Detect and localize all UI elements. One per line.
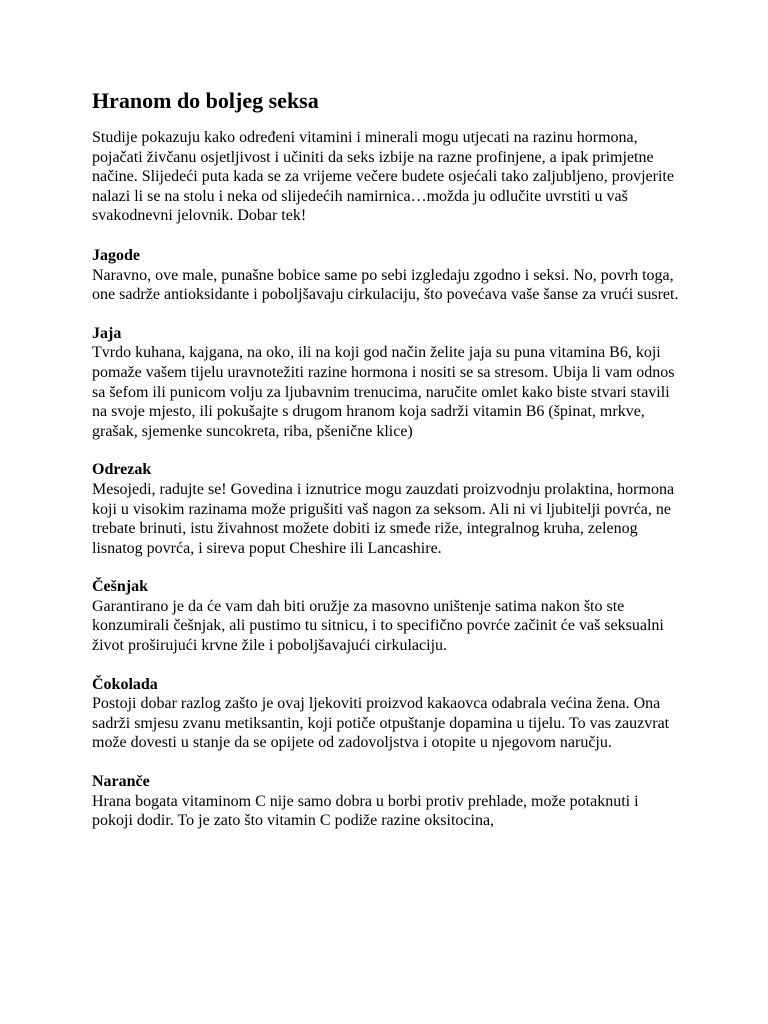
section-body: Tvrdo kuhana, kajgana, na oko, ili na koji god način želite jaja su puna vitamina B6, koji pomaže vašem tijelu uravnotežiti razine hormona i nositi se sa stresom. Ubija li vam odnos sa šefom ili punicom volju za ljubavnim trenucima, naručite omlet kako biste stvari stavili na svoje mjesto, ili pokušajte s drugom hranom koja sadrži vitamin B6 (špinat, mrkve, grašak, sjemenke suncokreta, riba, pšenične klice) xyxy=(92,344,675,440)
section-body: Garantirano je da će vam dah biti oružje za masovno uništenje satima nakon što ste konzumirali češnjak, ali pustimo tu sitnicu, i to specifično povrće začinit će vaš seksualni život proširujući krvne žile i poboljšavajući cirkulaciju. xyxy=(92,597,664,655)
section-body: Naravno, ove male, punašne bobice same po sebi izgledaju zgodno i seksi. No, povrh toga, one sadrže antioksidante i poboljšavaju cirkulaciju, što povećava vaše šanse za vrući susret. xyxy=(92,266,679,304)
section-jagode xyxy=(92,246,682,305)
section-heading: Odrezak xyxy=(92,461,152,479)
section-cokolada xyxy=(92,675,682,753)
document-content xyxy=(92,86,682,850)
section-heading: Češnjak xyxy=(92,578,149,596)
section-body: Mesojedi, radujte se! Govedina i iznutrice mogu zauzdati proizvodnju prolaktina, hormona koji u visokim razinama može prigušiti vaš nagon za seksom. Ali ni vi ljubitelji povrća, ne trebate brinuti, istu živahnost možete dobiti iz smeđe riže, integralnog kruha, zelenog lisnatog povrća, i sireva poput Cheshire ili Lancashire. xyxy=(92,480,675,557)
document-title: Hranom do boljeg seksa xyxy=(92,88,319,113)
section-body: Postoji dobar razlog zašto je ovaj ljekoviti proizvod kakaovca odabrala većina žena. Ona sadrži smjesu zvanu metiksantin, koji potiče otpuštanje dopamina u tijelu. To vas zauzvrat može dovesti u stanje da se opijete od zadovoljstva i otopite u njegovom naručju. xyxy=(92,695,670,752)
section-cesnjak xyxy=(92,577,682,655)
section-narance xyxy=(92,772,682,831)
section-jaja xyxy=(92,324,682,442)
intro-paragraph: Studije pokazuju kako određeni vitamini i minerali mogu utjecati na razinu hormona, pojačati živčanu osjetljivost i učiniti da seks izbije na razne profinjene, a ipak primjetne načine. Slijedeći puta kada se za vrijeme večere budete osjećali tako zaljubljeno, provjerite nalazi li se na stolu i neka od slijedećih namirnica…možda ju odlučite uvrstiti u vaš svakodnevni jelovnik. Dobar tek! xyxy=(92,129,674,225)
section-heading: Jagode xyxy=(92,246,140,264)
section-heading: Jaja xyxy=(92,324,122,342)
section-odrezak xyxy=(92,460,682,558)
section-heading: Naranče xyxy=(92,773,150,791)
section-body: Hrana bogata vitaminom C nije samo dobra u borbi protiv prehlade, može potaknuti i pokoji dodir. To je zato što vitamin C podiže razine oksitocina, xyxy=(92,792,639,830)
section-heading: Čokolada xyxy=(92,675,158,693)
